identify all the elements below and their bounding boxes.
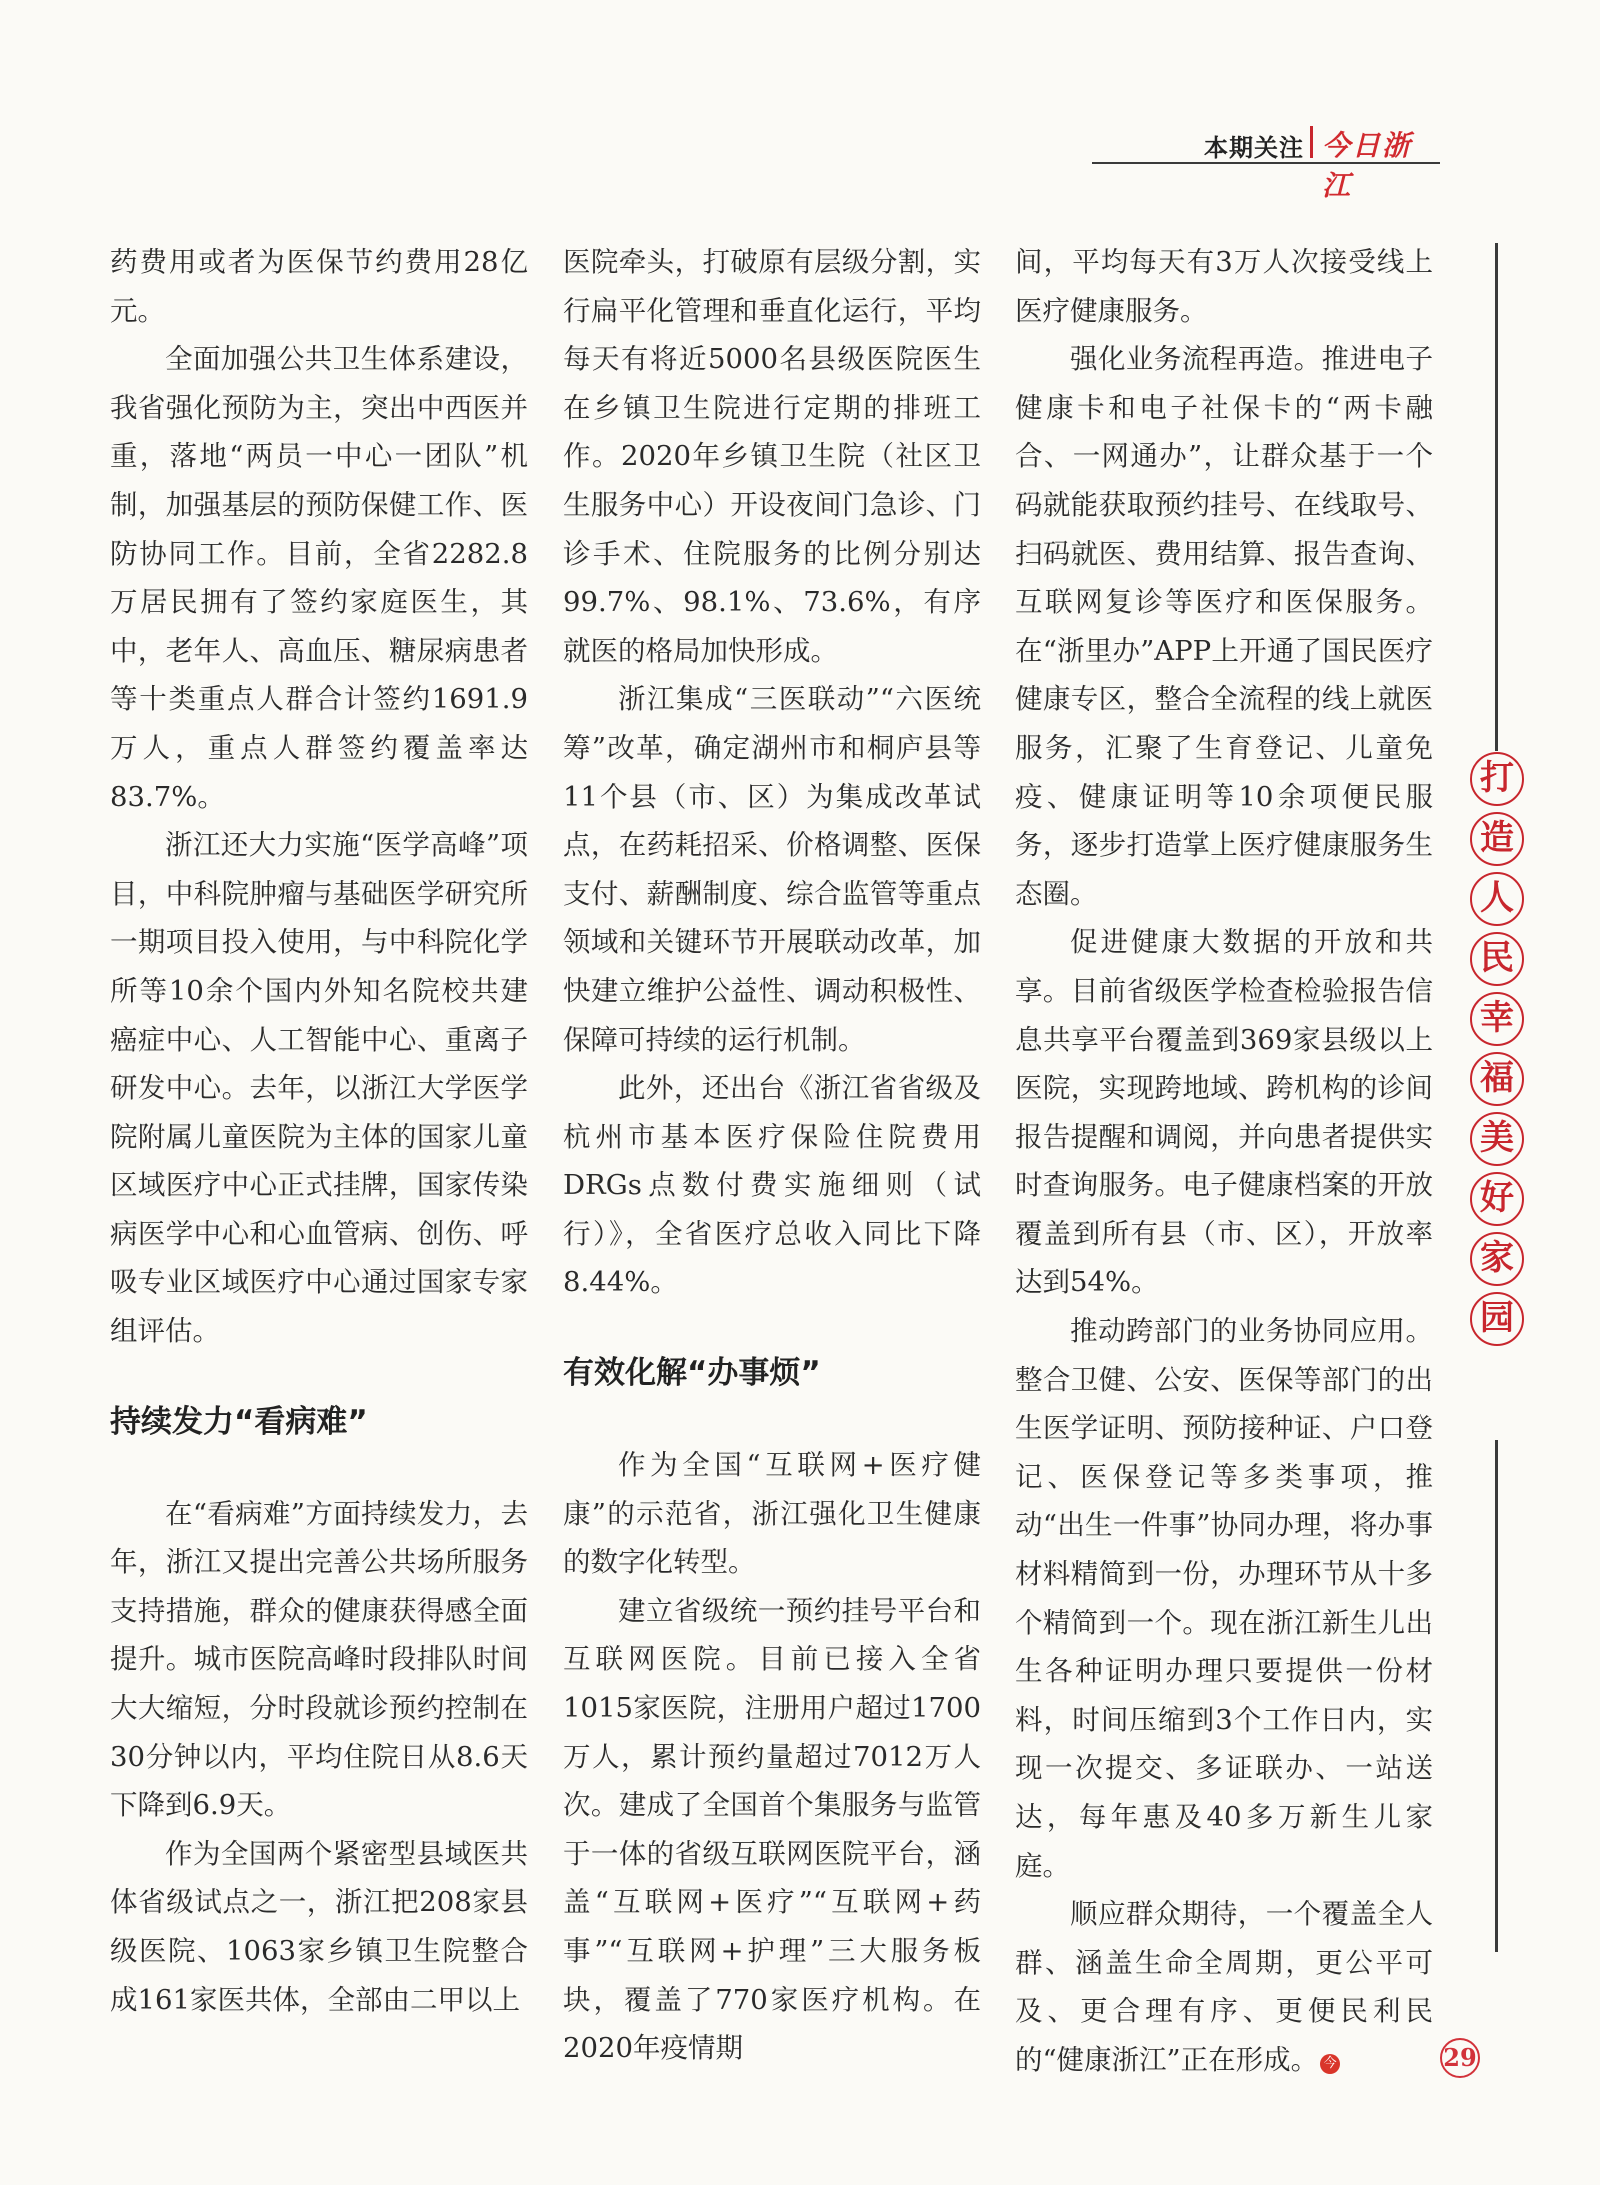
sidebar-char: 家 bbox=[1470, 1232, 1524, 1286]
article-column-1 bbox=[110, 238, 528, 2024]
paragraph: 作为全国两个紧密型县域医共体省级试点之一，浙江把208家县级医院、1063家乡镇卫生院整合成161家医共体，全部由二甲以上 bbox=[110, 1837, 528, 2016]
paragraph: 间，平均每天有3万人次接受线上医疗健康服务。 bbox=[1015, 246, 1433, 327]
paragraph bbox=[1015, 1890, 1433, 2084]
paragraph: 促进健康大数据的开放和共享。目前省级医学检查检验报告信息共享平台覆盖到369家县级以上医院，实现跨地域、跨机构的诊间报告提醒和调阅，并向患者提供实时查询服务。电子健康档案的开放覆盖到所有县（市、区），开放率达到54%。 bbox=[1015, 926, 1433, 1299]
paragraph: 此外，还出台《浙江省省级及杭州市基本医疗保险住院费用DRGs点数付费实施细则（试行）》，全省医疗总收入同比下降8.44%。 bbox=[563, 1072, 981, 1299]
header-rule bbox=[1092, 162, 1440, 164]
page-header bbox=[1092, 124, 1440, 202]
header-separator bbox=[1310, 126, 1313, 158]
article-column-2 bbox=[563, 238, 981, 2073]
paragraph: 全面加强公共卫生体系建设，我省强化预防为主，突出中西医并重，落地“两员一中心一团队”机制，加强基层的预防保健工作、医防协同工作。目前，全省2282.8万居民拥有了签约家庭医生，其中，老年人、高血压、糖尿病患者等十类重点人群合计签约1691.9万人，重点人群签约覆盖率达83.7%。 bbox=[110, 343, 528, 813]
sidebar-char: 园 bbox=[1470, 1292, 1524, 1346]
paragraph: 浙江集成“三医联动”“六医统筹”改革，确定湖州市和桐庐县等11个县（市、区）为集成改革试点，在药耗招采、价格调整、医保支付、薪酬制度、综合监管等重点领域和关键环节开展联动改革，加快建立维护公益性、调动积极性、保障可持续的运行机制。 bbox=[563, 683, 981, 1056]
sidebar-char: 好 bbox=[1470, 1172, 1524, 1226]
sidebar-char: 打 bbox=[1470, 752, 1524, 806]
paragraph: 强化业务流程再造。推进电子健康卡和电子社保卡的“两卡融合、一网通办”，让群众基于一个码就能获取预约挂号、在线取号、扫码就医、费用结算、报告查询、互联网复诊等医疗和医保服务。在“浙里办”APP上开通了国民医疗健康专区，整合全流程的线上就医服务，汇聚了生育登记、儿童免疫、健康证明等10余项便民服务，逐步打造掌上医疗健康服务生态圈。 bbox=[1015, 343, 1433, 910]
paragraph: 医院牵头，打破原有层级分割，实行扁平化管理和垂直化运行，平均每天有将近5000名县级医院医生在乡镇卫生院进行定期的排班工作。2020年乡镇卫生院（社区卫生服务中心）开设夜间门急诊、门诊手术、住院服务的比例分别达99.7%、98.1%、73.6%，有序就医的格局加快形成。 bbox=[563, 246, 981, 667]
paragraph: 浙江还大力实施“医学高峰”项目，中科院肿瘤与基础医学研究所一期项目投入使用，与中科院化学所等10余个国内外知名院校共建癌症中心、人工智能中心、重离子研发中心。去年，以浙江大学医学院附属儿童医院为主体的国家儿童区域医疗中心正式挂牌，国家传染病医学中心和心血管病、创伤、呼吸专业区域医疗中心通过国家专家组评估。 bbox=[110, 829, 528, 1348]
sidebar-char: 造 bbox=[1470, 812, 1524, 866]
sidebar-rule-bottom bbox=[1495, 1440, 1498, 1952]
paragraph: 作为全国“互联网+医疗健康”的示范省，浙江强化卫生健康的数字化转型。 bbox=[563, 1449, 981, 1579]
magazine-logo: 今日浙江 bbox=[1322, 129, 1413, 202]
article-column-3 bbox=[1015, 238, 1433, 2085]
section-heading: 有效化解“办事烦” bbox=[563, 1355, 821, 1392]
paragraph: 推动跨部门的业务协同应用。整合卫健、公安、医保等部门的出生医学证明、预防接种证、户口登记、医保登记等多类事项，推动“出生一件事”协同办理，将办事材料精简到一份，办理环节从十多个精简到一个。现在浙江新生儿出生各种证明办理只要提供一份材料，时间压缩到3个工作日内，实现一次提交、多证联办、一站送达，每年惠及40多万新生儿家庭。 bbox=[1015, 1315, 1433, 1882]
sidebar-char: 美 bbox=[1470, 1112, 1524, 1166]
sidebar-char: 人 bbox=[1470, 872, 1524, 926]
page-number: 29 bbox=[1440, 2038, 1480, 2078]
paragraph: 建立省级统一预约挂号平台和互联网医院。目前已接入全省1015家医院，注册用户超过1700万人，累计预约量超过7012万人次。建成了全国首个集服务与监管于一体的省级互联网医院平台，涵盖“互联网+医疗”“互联网+药事”“互联网+护理”三大服务板块，覆盖了770家医疗机构。在2020年疫情期 bbox=[563, 1594, 981, 2065]
sidebar-char: 幸 bbox=[1470, 992, 1524, 1046]
paragraph: 在“看病难”方面持续发力，去年，浙江又提出完善公共场所服务支持措施，群众的健康获得感全面提升。城市医院高峰时段排队时间大大缩短，分时段就诊预约控制在30分钟以内，平均住院日从8.6天下降到6.9天。 bbox=[110, 1497, 528, 1822]
paragraph-text: 顺应群众期待，一个覆盖全人群、涵盖生命全周期，更公平可及、更合理有序、更便民利民的“健康浙江”正在形成。 bbox=[1015, 1898, 1433, 2076]
sidebar-rule-top bbox=[1495, 243, 1498, 751]
sidebar-char: 福 bbox=[1470, 1052, 1524, 1106]
section-heading: 持续发力“看病难” bbox=[110, 1403, 368, 1440]
end-mark-icon: 今 bbox=[1320, 2054, 1340, 2074]
sidebar-title bbox=[1470, 752, 1526, 1352]
paragraph: 药费用或者为医保节约费用28亿元。 bbox=[110, 246, 528, 327]
sidebar-char: 民 bbox=[1470, 932, 1524, 986]
section-label: 本期关注 bbox=[1204, 134, 1304, 162]
